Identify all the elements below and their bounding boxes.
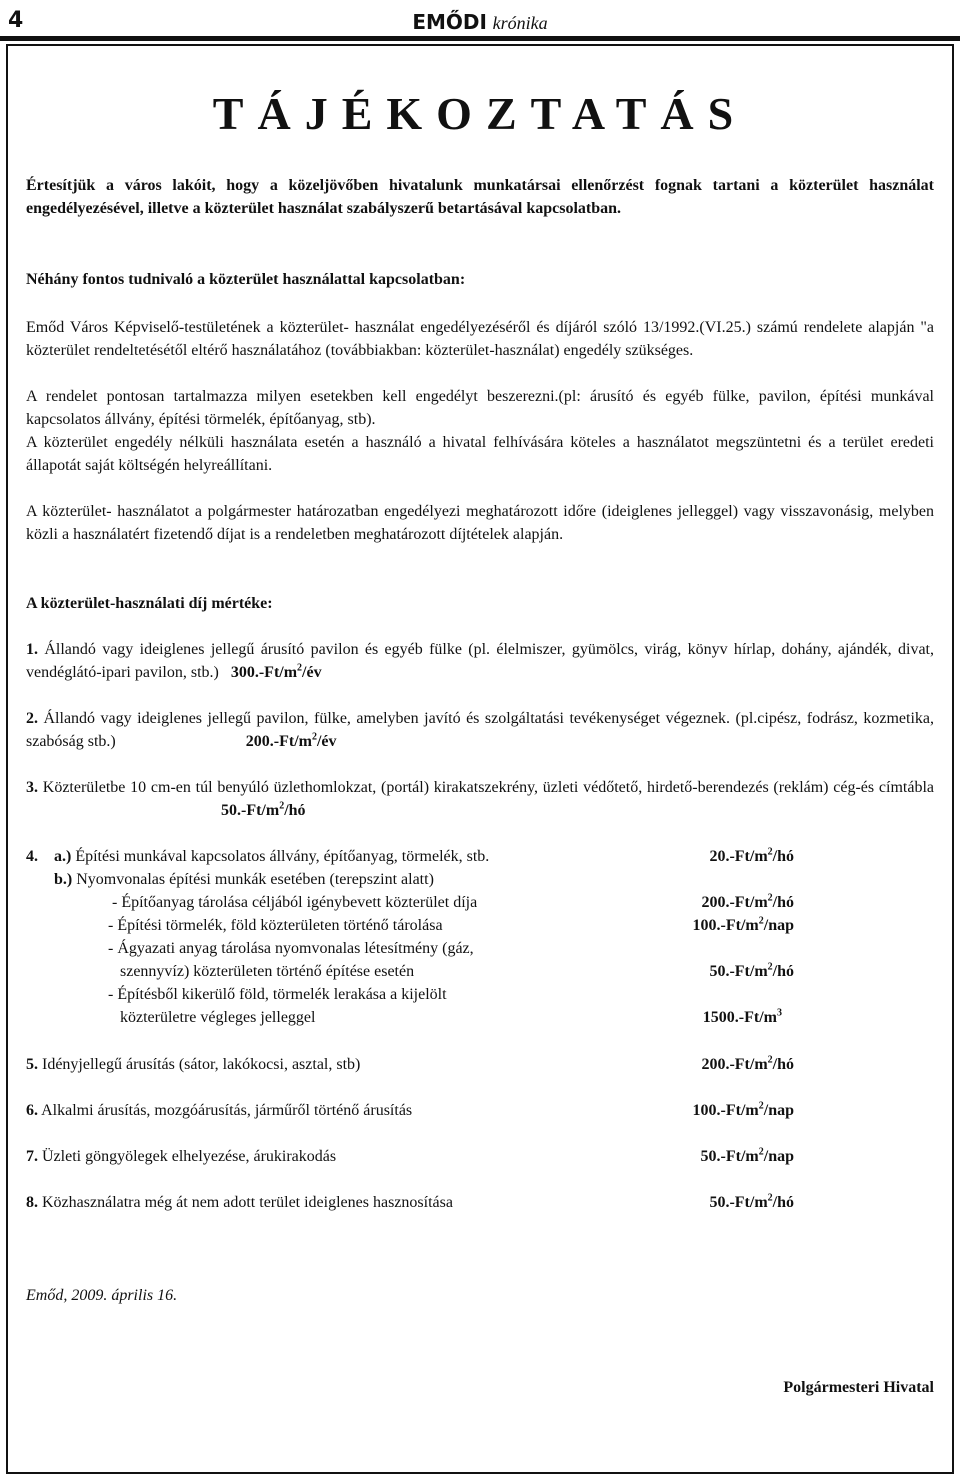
fee-amount: $20.-Ft/m^2/hó$ bbox=[709, 846, 794, 865]
masthead bbox=[0, 10, 960, 34]
fee-amount: $50.-Ft/m^2/hó$ bbox=[709, 1192, 794, 1211]
fee-item-text: Közterületbe 10 cm-en túl benyúló üzlethomlokzat, (portál) kirakatszekrény, üzleti védőtető, hirdető-berendezés (reklám) cég-és címtábla bbox=[38, 779, 934, 796]
fee-item-text: Állandó vagy ideiglenes jellegű pavilon, fülke, amelyben javító és szolgáltatási tevékenységet végeznek. (pl.cipész, fodrász, kozmetika, szabóság stb.) bbox=[26, 710, 934, 750]
masthead-sub: krónika bbox=[492, 13, 548, 33]
fee-item-number: 1. bbox=[26, 641, 38, 658]
fee-amount: $50.-Ft/m^2$/nap bbox=[700, 1146, 794, 1165]
paragraph-mayor: A közterület- használatot a polgármester határozatban engedélyezi meghatározott időre (ideiglenes jelleggel) vagy visszavonásig, melyben közli a használatért fizetendő díjat is a rendeletben meghatározott díjtételek alapján. bbox=[26, 503, 934, 543]
fee-item-3 bbox=[26, 776, 934, 822]
fee-amount: $1500.-Ft/m^3$ bbox=[702, 1007, 782, 1026]
fee-row-4b-4b: közterületre végleges jelleggel $1500.-Ft/m^3$ bbox=[26, 1006, 934, 1029]
masthead-brand: EMŐDI bbox=[412, 10, 487, 34]
fee-amount: $100.-Ft/m^2$/nap bbox=[692, 1100, 794, 1119]
intro-paragraph: Értesítjük a város lakóit, hogy a közeljövőben hivatalunk munkatársai ellenőrzést fognak tartani a közterület használat engedélyezésével, illetve a közterület használat szabályszerű betartásával kapcsolatban. bbox=[26, 177, 934, 217]
fee-item-7: 7. Üzleti göngyölegek elhelyezése, árukirakodás $50.-Ft/m^2$/nap bbox=[26, 1145, 934, 1168]
fee-amount: $50.-Ft/m^2/hó$ bbox=[709, 961, 794, 980]
fee-item-number: 2. bbox=[26, 710, 38, 727]
fee-heading: A közterület-használati díj mértéke: bbox=[26, 595, 273, 612]
fee-item-amount: $300.-Ft/m^2/év$ bbox=[230, 662, 322, 681]
paragraph-penalty: A közterület engedély nélküli használata esetén a használó a hivatal felhívására köteles a használatot megszüntetni és a terület eredeti állapotát saját költségén helyreállítani. bbox=[26, 434, 934, 474]
article-frame bbox=[6, 44, 954, 1474]
fee-row-4b-3b: szennyvíz) közterületen történő építése esetén $50.-Ft/m^2/hó$ bbox=[26, 960, 934, 983]
signature: Polgármesteri Hivatal bbox=[783, 1379, 934, 1396]
paragraph-cases: A rendelet pontosan tartalmazza milyen esetekben kell engedélyt beszerezni.(pl: árusító és egyéb fülke, pavilon, építési munkával kapcsolatos állvány, építési törmelék, építőanyag, stb). bbox=[26, 388, 934, 428]
fee-item-8: 8. Közhasználatra még át nem adott terület ideiglenes hasznosítása $50.-Ft/m^2/hó$ bbox=[26, 1191, 934, 1214]
date-place: Emőd, 2009. április 16. bbox=[26, 1287, 178, 1304]
fee-item-text: Állandó vagy ideiglenes jellegű árusító pavilon és egyéb fülke (pl. élelmiszer, gyümölcs, virág, könyv hírlap, dohány, ajándék, divat, vendéglátó-ipari pavilon, stb.) bbox=[26, 641, 934, 681]
fee-amount: $200.-Ft/m^2/hó$ bbox=[701, 892, 794, 911]
info-heading: Néhány fontos tudnivaló a közterület használattal kapcsolatban: bbox=[26, 271, 466, 288]
fee-item-5: 5. Idényjellegű árusítás (sátor, lakókocsi, asztal, stb) $200.-Ft/m^2/hó$ bbox=[26, 1053, 934, 1076]
fee-row-4b-3a: - Ágyazati anyag tárolása nyomvonalas létesítmény (gáz, bbox=[108, 940, 474, 957]
paragraph-regulation: Emőd Város Képviselő-testületének a közterület- használat engedélyezéséről és díjáról szóló 13/1992.(VI.25.) számú rendelete alapján "a közterület rendeltetésétől eltérő használatához (továbbiakban: közterület-használat) engedély szükséges. bbox=[26, 319, 934, 359]
fee-row-4a: 4. a.) Építési munkával kapcsolatos állvány, építőanyag, törmelék, stb. $20.-Ft/m^2/hó$ bbox=[26, 845, 934, 868]
page-number: 4 bbox=[8, 8, 24, 33]
fee-amount: $100.-Ft/m^2$/nap bbox=[692, 915, 794, 934]
fee-row-4b-4a: - Építésből kikerülő föld, törmelék lerakása a kijelölt bbox=[108, 986, 447, 1003]
header-rule bbox=[0, 36, 960, 41]
fee-item-2 bbox=[26, 707, 934, 753]
page-title: TÁJÉKOZTATÁS bbox=[212, 88, 748, 139]
fee-row-4b-1: - Építőanyag tárolása céljából igénybevett közterület díja $200.-Ft/m^2/hó$ bbox=[26, 891, 934, 914]
fee-row-4b: b.) Nyomvonalas építési munkák esetében (terepszint alatt) bbox=[54, 871, 434, 888]
fee-item-amount: $50.-Ft/m^2/hó$ bbox=[221, 800, 306, 819]
page-header bbox=[0, 0, 960, 46]
fee-amount: $200.-Ft/m^2/hó$ bbox=[701, 1054, 794, 1073]
fee-item-1 bbox=[26, 638, 934, 684]
fee-item-number: 3. bbox=[26, 779, 38, 796]
fee-row-4b-2: - Építési törmelék, föld közterületen történő tárolása $100.-Ft/m^2$/nap bbox=[26, 914, 934, 937]
fee-item-amount: $200.-Ft/m^2/év$ bbox=[245, 731, 337, 750]
fee-item-6: 6. Alkalmi árusítás, mozgóárusítás, járműről történő árusítás $100.-Ft/m^2$/nap bbox=[26, 1099, 934, 1122]
